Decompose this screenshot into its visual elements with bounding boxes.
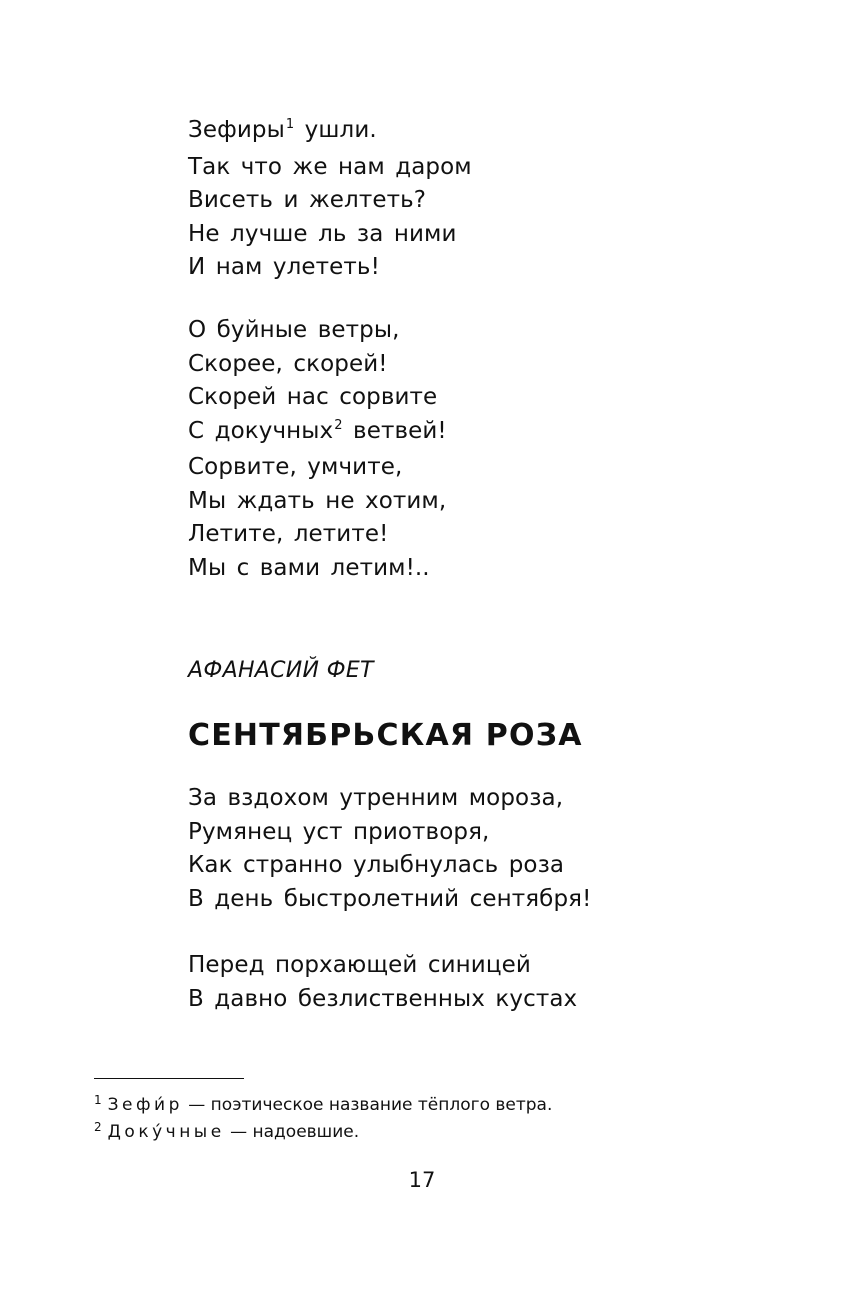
footnote-divider — [94, 1078, 244, 1079]
footnotes — [94, 1092, 552, 1146]
poem2-stanza1 — [188, 782, 591, 916]
poem-line: Как странно улыбнулась роза — [188, 852, 565, 878]
poem2-stanza2 — [188, 949, 577, 1016]
poem-line: В давно безлиственных кустах — [188, 985, 578, 1012]
poem-line: Висеть и желтеть? — [188, 187, 427, 213]
poem-line: Зефиры$^1$ ушли. — [188, 117, 377, 143]
author-name: АФАНАСИЙ ФЕТ — [188, 658, 374, 683]
poem1-stanza2 — [188, 314, 447, 585]
poem-line: Летите, летите! — [188, 521, 389, 547]
poem-line: Мы с вами летим!.. — [188, 554, 430, 581]
poem-line: И нам улететь! — [188, 254, 380, 280]
poem-line: Перед порхающей синицей — [188, 952, 531, 978]
poem-line: Скорей нас сорвите — [188, 384, 438, 410]
poem-line: В день быстролетний сентября! — [188, 885, 592, 912]
poem-title: СЕНТЯБРЬСКАЯ РОЗА — [188, 718, 583, 753]
page-number: 17 — [408, 1168, 436, 1192]
footnote-ref[interactable]: 2 — [334, 417, 343, 433]
footnote — [94, 1092, 552, 1119]
footnote-mark: 1 — [94, 1093, 102, 1107]
poem-line: Румянец уст приотворя, — [188, 818, 490, 845]
footnote — [94, 1119, 552, 1146]
poem-line: С докучных$^2$ ветвей! — [188, 417, 447, 444]
footnote-ref[interactable]: 1 — [285, 117, 295, 132]
poem-line: Мы ждать не хотим, — [188, 487, 447, 514]
poem-line: Сорвите, умчите, — [188, 454, 403, 480]
footnote-term: Доку́чные — [107, 1122, 225, 1142]
footnote-definition: — надоевшие. — [224, 1122, 360, 1142]
poem-line: Так что же нам даром — [188, 153, 472, 180]
poem-line: Скорее, скорей! — [188, 350, 388, 377]
poem-line: О буйные ветры, — [188, 317, 400, 343]
footnote-definition: — поэтическое название тёплого ветра. — [182, 1095, 553, 1115]
poem1-stanza1 — [188, 114, 472, 285]
footnote-mark: 2 — [94, 1120, 102, 1134]
poem-line: Не лучше ль за ними — [188, 220, 457, 247]
footnote-term: Зефи́р — [107, 1095, 183, 1115]
poem-line: За вздохом утренним мороза, — [188, 785, 564, 811]
